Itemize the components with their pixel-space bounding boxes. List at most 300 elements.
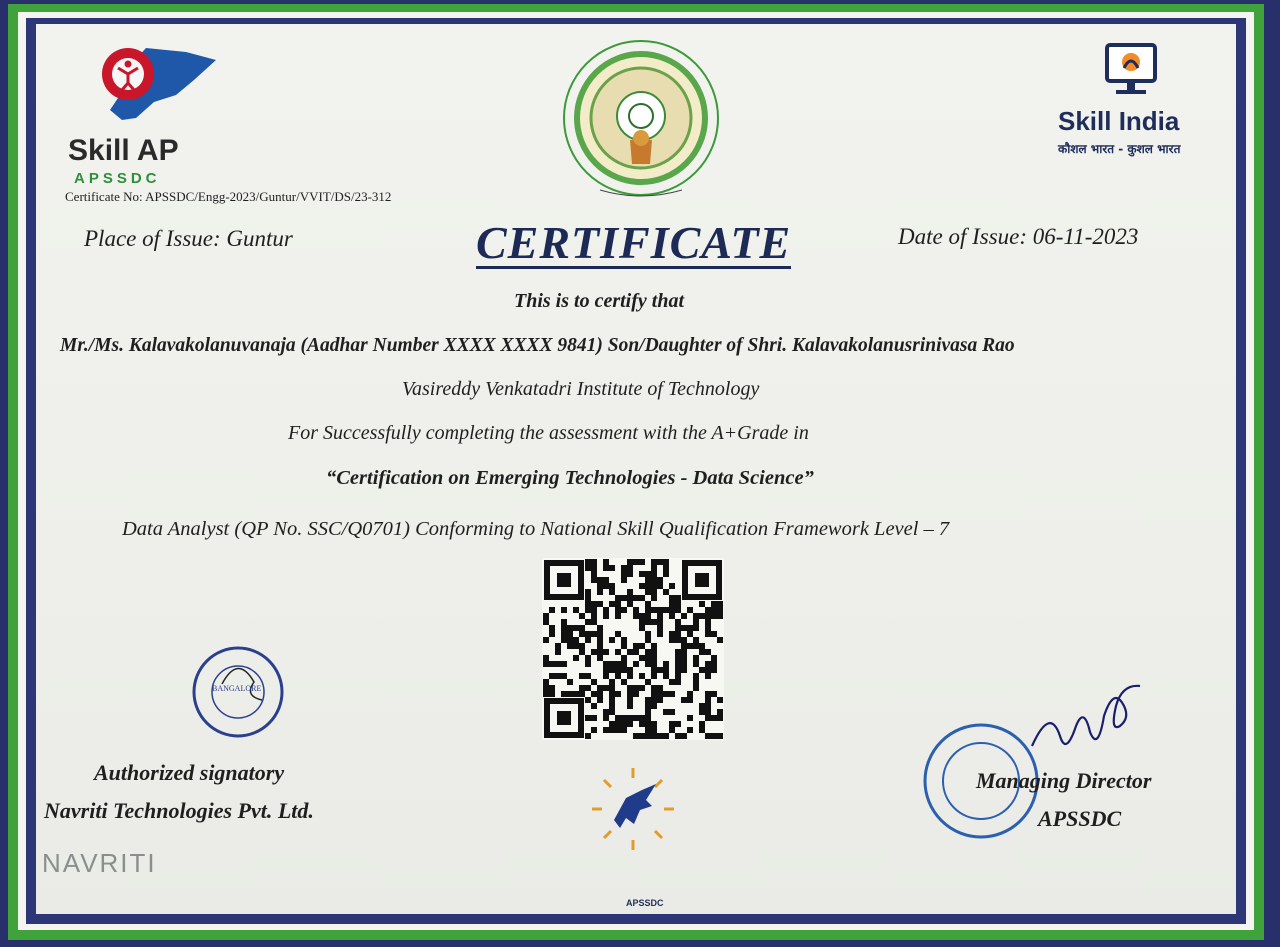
navriti-seal-city: BANGALORE [212, 684, 262, 693]
qr-module [639, 571, 645, 577]
qr-module [615, 613, 621, 619]
qr-module [669, 679, 675, 685]
qr-module [681, 697, 687, 703]
qr-module [591, 607, 597, 613]
qr-module [633, 715, 639, 721]
qr-module [639, 733, 645, 739]
qr-module [627, 571, 633, 577]
qr-module [573, 607, 579, 613]
qr-module [675, 667, 681, 673]
qr-module [615, 607, 621, 613]
qr-module [687, 631, 693, 637]
qr-module [633, 595, 639, 601]
qr-module [687, 643, 693, 649]
qr-module [639, 721, 645, 727]
qr-module [681, 733, 687, 739]
qr-module [651, 703, 657, 709]
qr-module [555, 673, 561, 679]
qr-module [543, 685, 549, 691]
qr-module [609, 703, 615, 709]
left-signatory-title: Authorized signatory [94, 760, 285, 785]
left-signatory-org: Navriti Technologies Pvt. Ltd. [44, 798, 314, 823]
qr-module [717, 637, 723, 643]
course-line: “Certification on Emerging Technologies - Data Science” [326, 467, 814, 489]
qr-module [549, 631, 555, 637]
qr-module [657, 577, 663, 583]
qr-module [591, 571, 597, 577]
qr-module [657, 691, 663, 697]
qr-module [705, 625, 711, 631]
qr-module [705, 631, 711, 637]
qr-module [711, 691, 717, 697]
qr-module [657, 559, 663, 565]
qr-module [717, 709, 723, 715]
qr-module [699, 601, 705, 607]
qr-module [675, 673, 681, 679]
qr-module [585, 559, 591, 565]
qr-module [705, 673, 711, 679]
qr-module [645, 589, 651, 595]
qr-module [609, 727, 615, 733]
qr-module [543, 661, 549, 667]
qr-module [651, 559, 657, 565]
qr-module [669, 613, 675, 619]
skill-india-logo [1046, 42, 1226, 182]
qr-module [603, 607, 609, 613]
qr-module [675, 619, 681, 625]
qr-module [645, 661, 651, 667]
qr-module [627, 685, 633, 691]
qr-module [603, 673, 609, 679]
certify-line: This is to certify that [514, 290, 684, 312]
qr-module [609, 667, 615, 673]
qr-module [561, 691, 567, 697]
qr-module [645, 655, 651, 661]
qr-module [609, 601, 615, 607]
qr-module [621, 715, 627, 721]
ap-state-emblem-icon [560, 40, 722, 206]
qr-module [705, 661, 711, 667]
qr-module [591, 601, 597, 607]
qr-module [597, 643, 603, 649]
qr-module [699, 703, 705, 709]
qr-module [585, 661, 591, 667]
qr-module [579, 613, 585, 619]
place-of-issue: Place of Issue: Guntur [84, 226, 293, 251]
qr-module [693, 655, 699, 661]
qr-module [561, 619, 567, 625]
qr-module [609, 589, 615, 595]
qr-module [555, 661, 561, 667]
qr-module [651, 607, 657, 613]
qr-module [633, 643, 639, 649]
qr-module [651, 727, 657, 733]
qr-module [603, 613, 609, 619]
qr-module [603, 583, 609, 589]
qr-module [705, 619, 711, 625]
qr-module [705, 691, 711, 697]
qr-module [693, 619, 699, 625]
qr-module [675, 601, 681, 607]
qr-module [675, 733, 681, 739]
qr-module [543, 637, 549, 643]
qr-module [651, 721, 657, 727]
qr-module [633, 733, 639, 739]
qr-module [615, 595, 621, 601]
qr-module [669, 691, 675, 697]
qr-module [621, 607, 627, 613]
qr-module [603, 667, 609, 673]
qr-module [699, 649, 705, 655]
certificate-paper [36, 24, 1236, 914]
qr-module [567, 637, 573, 643]
qr-module [717, 697, 723, 703]
qr-module [663, 709, 669, 715]
qr-module [603, 577, 609, 583]
qr-module [675, 721, 681, 727]
qr-module [687, 691, 693, 697]
qr-module [609, 691, 615, 697]
qr-module [609, 661, 615, 667]
qr-module [657, 619, 663, 625]
qr-module [621, 667, 627, 673]
qr-module [621, 727, 627, 733]
qr-module [597, 583, 603, 589]
qr-module [627, 721, 633, 727]
qr-module [597, 577, 603, 583]
qr-module [639, 613, 645, 619]
qr-module [627, 559, 633, 565]
qr-module [621, 655, 627, 661]
qr-module [639, 583, 645, 589]
qr-module [699, 643, 705, 649]
qr-module [561, 661, 567, 667]
qr-module [651, 661, 657, 667]
qr-module [633, 661, 639, 667]
qr-module [573, 625, 579, 631]
qr-module [615, 601, 621, 607]
qr-module [561, 625, 567, 631]
qr-module [675, 607, 681, 613]
qr-module [597, 697, 603, 703]
qr-module [645, 697, 651, 703]
qr-module [711, 631, 717, 637]
qr-module [621, 595, 627, 601]
qr-module [615, 673, 621, 679]
qr-module [639, 715, 645, 721]
qr-module [627, 601, 633, 607]
qr-module [549, 607, 555, 613]
qr-module [681, 613, 687, 619]
qr-module [585, 607, 591, 613]
qr-module [627, 703, 633, 709]
qr-module [651, 577, 657, 583]
qr-module [711, 715, 717, 721]
qr-module [585, 565, 591, 571]
qr-module [621, 721, 627, 727]
qr-module [705, 733, 711, 739]
qr-module [657, 631, 663, 637]
qr-module [603, 727, 609, 733]
center-logo-caption: APSSDC [626, 898, 664, 908]
skill-india-tagline: कौशल भारत - कुशल भारत [1058, 142, 1181, 156]
qr-module [591, 565, 597, 571]
qr-module [609, 679, 615, 685]
qr-module [687, 625, 693, 631]
qr-module [657, 733, 663, 739]
qr-module [711, 661, 717, 667]
qr-module [669, 727, 675, 733]
qr-module [645, 709, 651, 715]
skill-ap-subtitle: APSSDC [74, 170, 161, 187]
qr-module [675, 655, 681, 661]
qr-module [615, 631, 621, 637]
qr-module [585, 595, 591, 601]
qr-module [591, 613, 597, 619]
qr-module [711, 607, 717, 613]
qr-module [573, 637, 579, 643]
qr-module [615, 661, 621, 667]
qr-module [663, 667, 669, 673]
qr-module [681, 643, 687, 649]
qr-module [591, 559, 597, 565]
qr-module [627, 589, 633, 595]
qr-module [645, 583, 651, 589]
qr-module [603, 559, 609, 565]
qr-module [651, 667, 657, 673]
qr-module [663, 589, 669, 595]
qr-module [645, 637, 651, 643]
qr-module [705, 649, 711, 655]
qr-module [633, 607, 639, 613]
qr-module [591, 631, 597, 637]
qr-module [591, 649, 597, 655]
qr-module [597, 655, 603, 661]
qr-module [567, 631, 573, 637]
qr-module [627, 667, 633, 673]
qr-module [675, 649, 681, 655]
qr-module [693, 625, 699, 631]
qr-module [603, 715, 609, 721]
qr-module [669, 721, 675, 727]
qr-module [633, 559, 639, 565]
qr-module [615, 721, 621, 727]
qr-module [633, 613, 639, 619]
institute-line: Vasireddy Venkatadri Institute of Technology [402, 378, 760, 400]
qr-module [585, 715, 591, 721]
qr-module [711, 733, 717, 739]
qr-module [663, 559, 669, 565]
qr-module [651, 655, 657, 661]
qr-module [705, 613, 711, 619]
qr-module [645, 619, 651, 625]
qr-module [579, 691, 585, 697]
qr-module [579, 685, 585, 691]
qr-module [639, 625, 645, 631]
qr-module [681, 625, 687, 631]
qr-module [705, 607, 711, 613]
qr-module [609, 709, 615, 715]
qr-module [711, 613, 717, 619]
qr-module [645, 571, 651, 577]
qr-module [717, 733, 723, 739]
qr-module [645, 631, 651, 637]
qr-module [627, 673, 633, 679]
qr-module [579, 643, 585, 649]
qr-module [639, 685, 645, 691]
qr-module [585, 631, 591, 637]
qr-module [549, 673, 555, 679]
qr-module [543, 613, 549, 619]
qr-module [567, 679, 573, 685]
qr-module [657, 625, 663, 631]
qr-module [561, 673, 567, 679]
qr-module [615, 691, 621, 697]
qr-module [627, 565, 633, 571]
qr-module [675, 625, 681, 631]
qr-module [597, 625, 603, 631]
qr-module [645, 721, 651, 727]
qr-module [663, 673, 669, 679]
qr-module [603, 565, 609, 571]
qr-module [591, 703, 597, 709]
qr-module [627, 697, 633, 703]
qr-module [579, 631, 585, 637]
qr-module [681, 649, 687, 655]
qr-module [615, 649, 621, 655]
qr-module [567, 691, 573, 697]
qr-module [567, 625, 573, 631]
qr-module [639, 673, 645, 679]
qr-module [579, 625, 585, 631]
qr-module [699, 727, 705, 733]
qr-module [657, 613, 663, 619]
qr-module [603, 661, 609, 667]
qr-module [645, 577, 651, 583]
qr-module [621, 643, 627, 649]
qr-module [711, 601, 717, 607]
qr-module [651, 565, 657, 571]
qr-module [543, 655, 549, 661]
qr-module [651, 691, 657, 697]
qr-module [561, 607, 567, 613]
qr-module [681, 661, 687, 667]
qr-module [543, 619, 549, 625]
qr-module [597, 691, 603, 697]
qr-module [609, 685, 615, 691]
qr-module [603, 709, 609, 715]
qr-module [603, 685, 609, 691]
qr-module [543, 691, 549, 697]
qr-module [651, 643, 657, 649]
qr-module [639, 655, 645, 661]
date-of-issue: Date of Issue: 06-11-2023 [898, 224, 1139, 249]
qr-module [621, 577, 627, 583]
qr-module [651, 595, 657, 601]
qr-module [591, 619, 597, 625]
qr-module [681, 655, 687, 661]
qr-module [681, 667, 687, 673]
qr-module [645, 613, 651, 619]
md-signature [1020, 666, 1150, 776]
qr-module [693, 613, 699, 619]
qr-module [627, 691, 633, 697]
qr-module [699, 721, 705, 727]
qr-module [609, 565, 615, 571]
qr-module [549, 685, 555, 691]
qr-module [657, 583, 663, 589]
qr-module [669, 709, 675, 715]
pegasus-emblem-icon [586, 762, 680, 856]
skill-ap-title: Skill AP [68, 134, 179, 167]
qr-module [639, 619, 645, 625]
andhra-map-icon [66, 40, 226, 130]
qr-module [585, 685, 591, 691]
qr-module [633, 649, 639, 655]
qr-module [615, 667, 621, 673]
qr-module [687, 727, 693, 733]
qr-module [597, 637, 603, 643]
qr-module [651, 733, 657, 739]
qr-module [693, 643, 699, 649]
qr-module [663, 691, 669, 697]
qr-module [597, 631, 603, 637]
qr-module [705, 715, 711, 721]
grade-line: For Successfully completing the assessment with the A+Grade in [288, 422, 809, 444]
qr-module [585, 619, 591, 625]
qr-module [657, 667, 663, 673]
qr-module [651, 697, 657, 703]
certificate-number: Certificate No: APSSDC/Engg-2023/Guntur/VVIT/DS/23-312 [65, 189, 392, 204]
qr-module [705, 703, 711, 709]
qr-module [609, 721, 615, 727]
qr-module [645, 649, 651, 655]
right-signatory-org: APSSDC [1038, 806, 1122, 831]
qr-module [645, 727, 651, 733]
qr-module [687, 697, 693, 703]
qr-module [579, 649, 585, 655]
qr-module [597, 685, 603, 691]
qr-module [591, 679, 597, 685]
qr-module [651, 619, 657, 625]
qr-module [693, 637, 699, 643]
qr-module [561, 631, 567, 637]
qr-module [585, 589, 591, 595]
qr-module [675, 661, 681, 667]
qr-module [645, 715, 651, 721]
qr-module [675, 679, 681, 685]
qr-module [669, 631, 675, 637]
qr-module [669, 601, 675, 607]
qr-module [645, 679, 651, 685]
qr-module [591, 577, 597, 583]
qr-module [669, 595, 675, 601]
qr-module [627, 649, 633, 655]
qr-module [633, 691, 639, 697]
qr-module [591, 691, 597, 697]
qr-module [645, 607, 651, 613]
qr-module [639, 559, 645, 565]
qr-module [699, 613, 705, 619]
qr-module [663, 607, 669, 613]
qr-module [585, 637, 591, 643]
qr-module [657, 685, 663, 691]
qr-module [609, 637, 615, 643]
qr-module [639, 595, 645, 601]
navriti-logo: NAVRITI [42, 848, 157, 878]
qr-module [645, 733, 651, 739]
qr-module [639, 643, 645, 649]
